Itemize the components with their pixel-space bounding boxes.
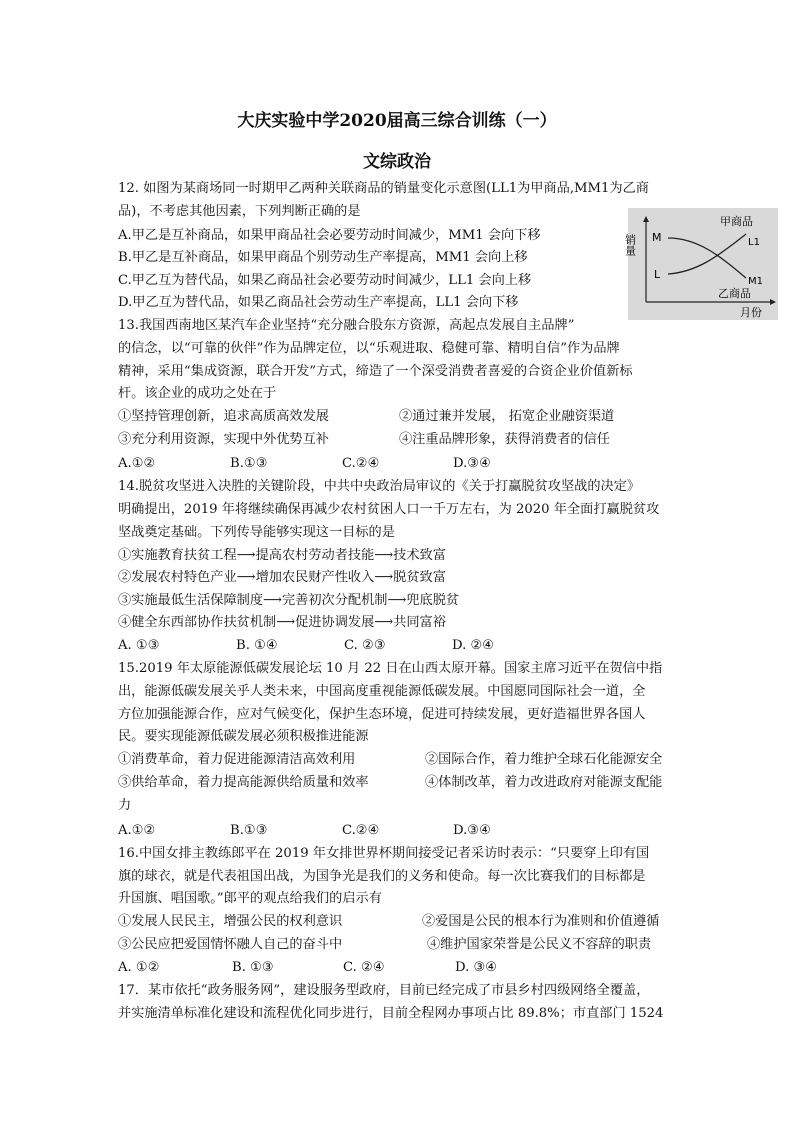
q13-stem-line-4: 杆。该企业的成功之处在于: [118, 386, 277, 401]
point-m1-label: M1: [748, 276, 763, 287]
q13-statement-2: ②通过兼并发展， 拓宽企业融资渠道: [399, 409, 615, 424]
y-axis-arrow: [643, 216, 649, 222]
point-l1-label: L1: [748, 237, 760, 248]
q16-choice-a: A. ①②: [118, 960, 160, 975]
q14-choice-d: D. ②④: [452, 638, 495, 653]
q15-choice-d: D.③④: [453, 823, 491, 838]
q16-stem-line-3: 升国旗、唱国歌。”郎平的观点给我们的启示有: [118, 891, 382, 906]
q15-statement-1: ①消费革命，着力促进能源清洁高效利用: [118, 752, 356, 767]
q15-choice-b: B.①③: [230, 823, 268, 838]
q13-choice-b: B.①③: [230, 456, 268, 471]
q15-stem-line-1: 15.2019 年太原能源低碳发展论坛 10 月 22 日在山西太原开幕。国家主席习近平在贺信中指: [118, 661, 663, 676]
q15-stem-line-4: 民。要实现能源低碳发展必须积极推进能源: [118, 729, 369, 744]
q13-statement-1: ①坚持管理创新，追求高质高效发展: [118, 409, 329, 424]
q15-choice-c: C.②④: [342, 823, 380, 838]
x-axis-arrow: [770, 299, 776, 305]
q15-stem-line-3: 方位加强能源合作，应对气候变化，保护生态环境，促进可持续发展，更好造福世界各国人: [118, 707, 646, 722]
q13-statement-4: ④注重品牌形象，获得消费者的信任: [399, 432, 610, 447]
sales-trend-figure: [623, 208, 778, 320]
q17-stem-line-2: 并实施清单标准化建设和流程优化同步进行，目前全程网办事项占比 89.8%；市直部门 1524: [118, 1006, 664, 1021]
y-axis-label-1: 销量: [623, 234, 637, 256]
q16-choice-c: C. ②④: [343, 960, 385, 975]
point-l-label: L: [654, 268, 661, 281]
point-m-label: M: [652, 231, 662, 244]
x-axis-label: 月份: [740, 306, 762, 319]
exam-title: 大庆实验中学2020届高三综合训练（一）: [237, 111, 557, 131]
q15-choice-a: A.①②: [118, 823, 156, 838]
q15-statement-4: ④体制改革，着力改进政府对能源支配能: [425, 775, 663, 790]
q12-option-d: D.甲乙互为替代品，如果乙商品社会劳动生产率提高，LL1 会向下移: [118, 295, 519, 310]
q16-statement-1: ①发展人民民主，增强公民的权利意识: [118, 914, 343, 929]
q14-statement-1: ①实施教育扶贫工程⟶提高农村劳动者技能⟶技术致富: [118, 548, 446, 563]
q14-stem-line-1: 14.脱贫攻坚进入决胜的关键阶段，中共中央政治局审议的《关于打赢脱贫攻坚战的决定》: [118, 479, 641, 494]
q16-statement-3: ③公民应把爱国情怀融人自己的奋斗中: [118, 937, 343, 952]
q14-statement-4: ④健全东西部协作扶贫机制⟶促进协调发展⟶共同富裕: [118, 615, 446, 630]
bottom-series-label: 乙商品: [718, 287, 751, 300]
q14-choice-a: A. ①③: [118, 638, 160, 653]
q17-stem-line-1: 17．某市依托“政务服务网”，建设服务型政府，目前已经完成了市县乡村四级网络全覆盖，: [118, 983, 650, 998]
q15-statement-4-continued: 力: [118, 798, 132, 813]
q13-choice-a: A.①②: [118, 456, 156, 471]
q13-stem-line-1: 13.我国西南地区某汽车企业坚持“充分融合股东方资源，高起点发展自主品牌”: [118, 318, 575, 333]
q12-option-a: A.甲乙是互补商品，如果甲商品社会必要劳动时间减少，MM1 会向下移: [118, 228, 541, 243]
q16-choice-b: B. ①③: [232, 960, 274, 975]
q12-stem-line-1: 12. 如图为某商场同一时期甲乙两种关联商品的销量变化示意图(LL1为甲商品,MM1为乙商: [118, 181, 649, 196]
q16-statement-2: ②爱国是公民的根本行为准则和价值遵循: [422, 914, 660, 929]
q16-choice-d: D. ③④: [455, 960, 498, 975]
q16-statement-4: ④维护国家荣誉是公民义不容辞的职责: [427, 937, 652, 952]
q13-choice-d: D.③④: [453, 456, 491, 471]
q12-option-b: B.甲乙是互补商品，如果甲商品个别劳动生产率提高，MM1 会向上移: [118, 250, 528, 265]
q13-choice-c: C.②④: [342, 456, 380, 471]
q15-stem-line-2: 出，能源低碳发展关乎人类未来，中国高度重视能源低碳发展。中国愿同国际社会一道，全: [118, 684, 646, 699]
q16-stem-line-1: 16.中国女排主教练郎平在 2019 年女排世界杯期间接受记者采访时表示：“只要穿上印有国: [118, 846, 650, 861]
q14-statement-2: ②发展农村特色产业⟶增加农民财产性收入⟶脱贫致富: [118, 570, 446, 585]
q15-statement-2: ②国际合作，着力维护全球石化能源安全: [425, 752, 663, 767]
q13-stem-line-2: 的信念，以“可靠的伙伴”作为品牌定位，以“乐观进取、稳健可靠、精明自信”作为品牌: [118, 341, 620, 356]
q15-statement-3: ③供给革命，着力提高能源供给质量和效率: [118, 775, 369, 790]
q13-stem-line-3: 精神，采用“集成资源，联合开发”方式，缔造了一个深受消费者喜爱的合资企业价值新标: [118, 364, 633, 379]
q14-statement-3: ③实施最低生活保障制度⟶完善初次分配机制⟶兜底脱贫: [118, 593, 460, 608]
subject-title: 文综政治: [363, 152, 431, 172]
top-series-label: 甲商品: [720, 215, 753, 228]
q16-stem-line-2: 旗的球衣，就是代表祖国出战，为国争光是我们的义务和使命。每一次比赛我们的目标都是: [118, 869, 646, 884]
q12-stem-line-2: 品)，不考虑其他因素，下列判断正确的是: [118, 204, 361, 219]
q12-option-c: C.甲乙互为替代品，如果乙商品社会必要劳动时间减少，LL1 会向上移: [118, 273, 532, 288]
q14-choice-b: B. ①④: [236, 638, 278, 653]
q14-choice-c: C. ②③: [344, 638, 386, 653]
q14-stem-line-3: 坚战奠定基础。下列传导能够实现这一目标的是: [118, 525, 395, 540]
q13-statement-3: ③充分利用资源，实现中外优势互补: [118, 432, 329, 447]
q14-stem-line-2: 明确提出，2019 年将继续确保再减少农村贫困人口一千万左右，为 2020 年全面打赢脱贫攻: [118, 502, 660, 517]
